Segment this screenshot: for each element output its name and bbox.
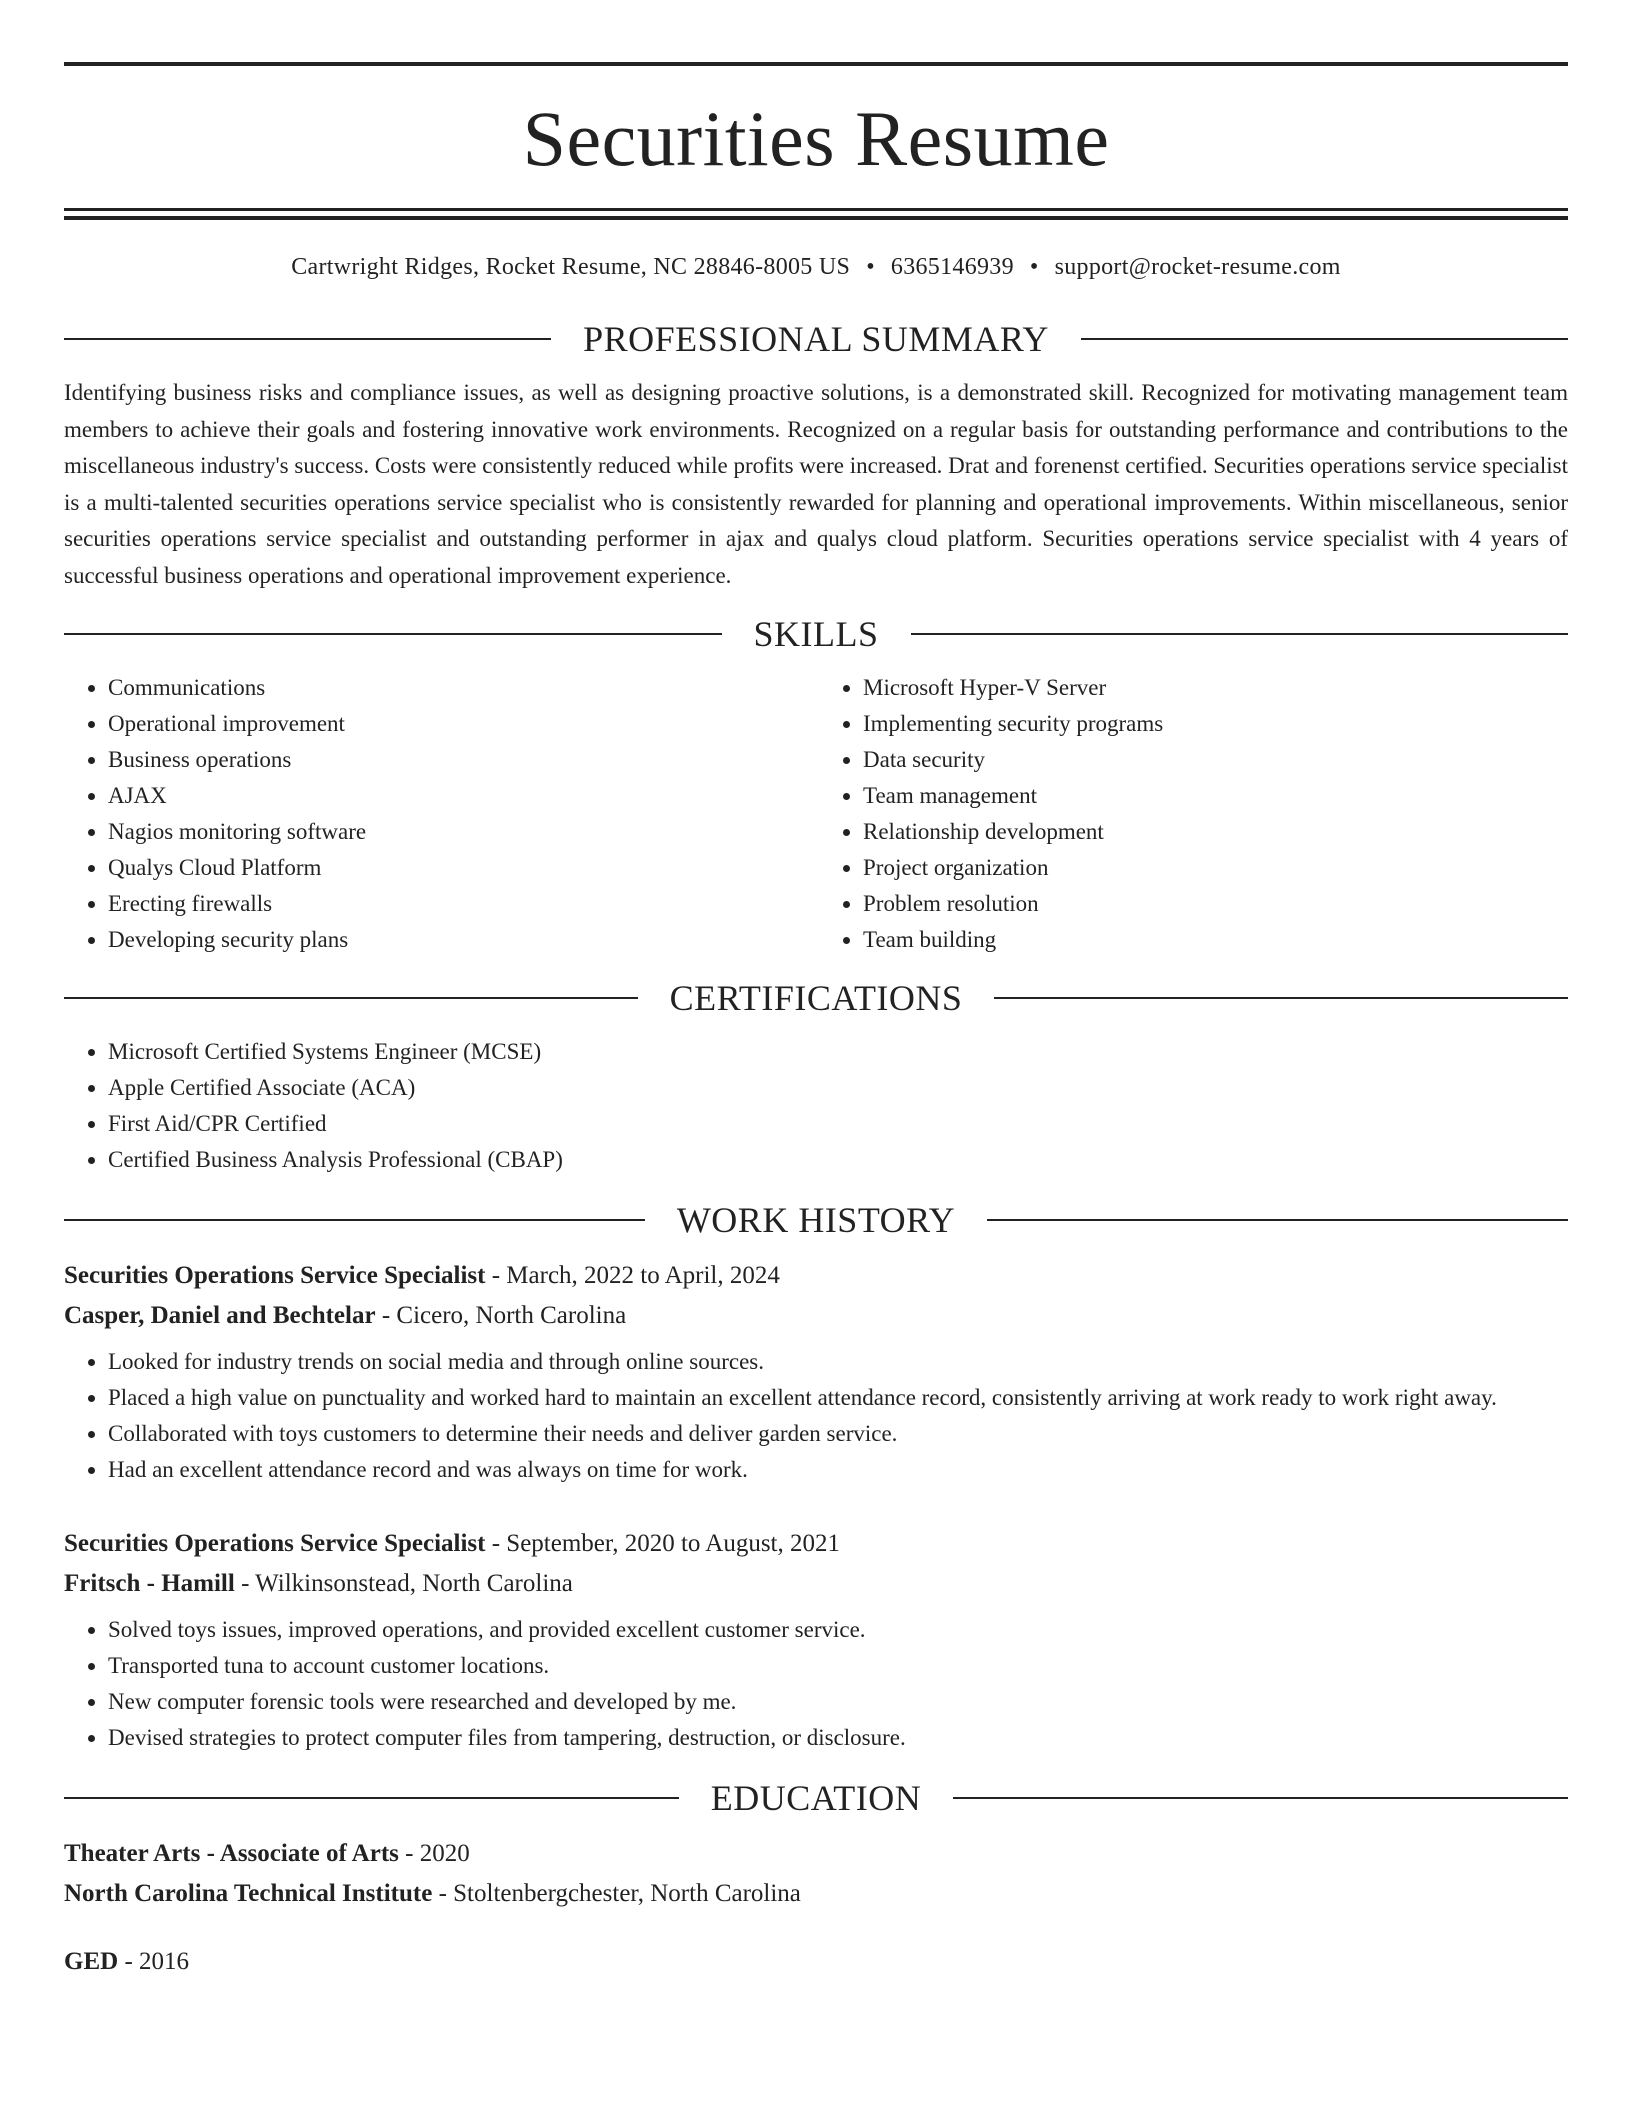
heading-rule <box>987 1219 1568 1221</box>
skill-item: • Implementing security programs <box>863 706 1568 742</box>
job-duty: • Devised strategies to protect computer files from tampering, destruction, or disclosure. <box>108 1720 1568 1756</box>
skill-item: • Team building <box>863 922 1568 958</box>
job-duty: • New computer forensic tools were researched and developed by me. <box>108 1684 1568 1720</box>
section-heading-skills <box>64 612 1568 656</box>
education-entry <box>64 1834 1568 1914</box>
job-title: Securities Operations Service Specialist <box>64 1262 486 1289</box>
skills-column-right <box>813 670 1568 958</box>
job-company-line <box>64 1564 1568 1604</box>
education-entry <box>64 1942 1568 1982</box>
skill-item: • Problem resolution <box>863 886 1568 922</box>
job-company: Casper, Daniel and Bechtelar <box>64 1302 376 1329</box>
heading-label: CERTIFICATIONS <box>669 978 963 1018</box>
education-location: - Stoltenbergchester, North Carolina <box>432 1880 801 1907</box>
job-title-line <box>64 1256 1568 1296</box>
skill-item: • Developing security plans <box>108 922 813 958</box>
job-entry <box>64 1256 1568 1488</box>
heading-rule <box>994 997 1568 999</box>
heading-rule <box>64 997 638 999</box>
skill-item: • Nagios monitoring software <box>108 814 813 850</box>
certification-item: • First Aid/CPR Certified <box>108 1106 1568 1142</box>
heading-label: SKILLS <box>753 614 879 654</box>
skill-item: • Operational improvement <box>108 706 813 742</box>
heading-rule <box>953 1797 1568 1799</box>
education-school-line <box>64 1874 1568 1914</box>
heading-label: WORK HISTORY <box>676 1200 956 1240</box>
heading-rule <box>64 633 722 635</box>
job-duty: • Collaborated with toys customers to determine their needs and deliver garden service. <box>108 1416 1568 1452</box>
certification-item: • Apple Certified Associate (ACA) <box>108 1070 1568 1106</box>
section-heading-work-history <box>64 1198 1568 1242</box>
skill-item: • Communications <box>108 670 813 706</box>
heading-rule <box>64 1797 679 1799</box>
education-year: - 2016 <box>118 1948 190 1975</box>
job-duties-list <box>64 1612 1568 1756</box>
job-company-line <box>64 1296 1568 1336</box>
job-location: - Cicero, North Carolina <box>375 1302 627 1329</box>
contact-separator: • <box>866 254 875 280</box>
heading-rule <box>64 338 551 340</box>
heading-rule <box>911 633 1569 635</box>
title-double-divider <box>64 208 1568 220</box>
education-degree: GED <box>64 1948 119 1975</box>
education-degree-line <box>64 1834 1568 1874</box>
certifications-list <box>64 1034 1568 1178</box>
heading-rule <box>64 1219 645 1221</box>
job-dates: - September, 2020 to August, 2021 <box>485 1530 840 1557</box>
job-duties-list <box>64 1344 1568 1488</box>
contact-line <box>64 254 1568 281</box>
contact-phone: 6365146939 <box>890 254 1014 280</box>
section-heading-certifications <box>64 976 1568 1020</box>
skill-item: • AJAX <box>108 778 813 814</box>
heading-label: EDUCATION <box>710 1778 922 1818</box>
certification-item: • Microsoft Certified Systems Engineer (MCSE) <box>108 1034 1568 1070</box>
skill-item: • Data security <box>863 742 1568 778</box>
job-duty: • Looked for industry trends on social media and through online sources. <box>108 1344 1568 1380</box>
job-location: - Wilkinsonstead, North Carolina <box>234 1570 573 1597</box>
education-school: North Carolina Technical Institute <box>64 1880 433 1907</box>
education-year: - 2020 <box>398 1840 470 1867</box>
job-title: Securities Operations Service Specialist <box>64 1530 486 1557</box>
heading-label: PROFESSIONAL SUMMARY <box>583 319 1049 359</box>
job-duty: • Had an excellent attendance record and was always on time for work. <box>108 1452 1568 1488</box>
skill-item: • Project organization <box>863 850 1568 886</box>
education-degree: Theater Arts - Associate of Arts <box>64 1840 399 1867</box>
job-duty: • Solved toys issues, improved operations, and provided excellent customer service. <box>108 1612 1568 1648</box>
section-heading-summary <box>64 317 1568 361</box>
section-heading-education <box>64 1776 1568 1820</box>
resume-page <box>64 0 1568 1982</box>
top-divider <box>64 62 1568 66</box>
job-duty: • Placed a high value on punctuality and worked hard to maintain an excellent attendance record, consistently arriving at work ready to work right away. <box>108 1380 1568 1416</box>
contact-separator: • <box>1029 254 1039 280</box>
skill-item: • Erecting firewalls <box>108 886 813 922</box>
certification-item: • Certified Business Analysis Professional (CBAP) <box>108 1142 1568 1178</box>
job-duty: • Transported tuna to account customer locations. <box>108 1648 1568 1684</box>
skill-item: • Microsoft Hyper-V Server <box>863 670 1568 706</box>
job-dates: - March, 2022 to April, 2024 <box>485 1262 780 1289</box>
skill-item: • Qualys Cloud Platform <box>108 850 813 886</box>
heading-rule <box>1081 338 1568 340</box>
education-degree-line <box>64 1942 1568 1982</box>
resume-title: Securities Resume <box>522 95 1110 182</box>
skill-item: • Team management <box>863 778 1568 814</box>
job-entry <box>64 1524 1568 1756</box>
skills-list <box>64 670 1568 958</box>
contact-email: support@rocket-resume.com <box>1054 254 1341 280</box>
job-company: Fritsch - Hamill <box>64 1570 235 1597</box>
skills-column-left <box>64 670 813 958</box>
skill-item: • Relationship development <box>863 814 1568 850</box>
job-title-line <box>64 1524 1568 1564</box>
summary-text: Identifying business risks and compliance issues, as well as designing proactive solutions, is a demonstrated skill. Recognized for motivating management team members to achieve their goals and fostering innovative work environments. Recognized on a regular basis for outstanding performance and contributions to the miscellaneous industry's success. Costs were consistently reduced while profits were increased. Drat and forenenst certified. Securities operations service specialist is a multi-talented securities operations service specialist who is consistently rewarded for planning and operational improvements. Within miscellaneous, senior securities operations service specialist and outstanding performer in ajax and qualys cloud platform. Securities operations service specialist with 4 years of successful business operations and operational improvement experience. <box>64 380 1568 588</box>
contact-address: Cartwright Ridges, Rocket Resume, NC 28846-8005 US <box>291 254 851 280</box>
skill-item: • Business operations <box>108 742 813 778</box>
